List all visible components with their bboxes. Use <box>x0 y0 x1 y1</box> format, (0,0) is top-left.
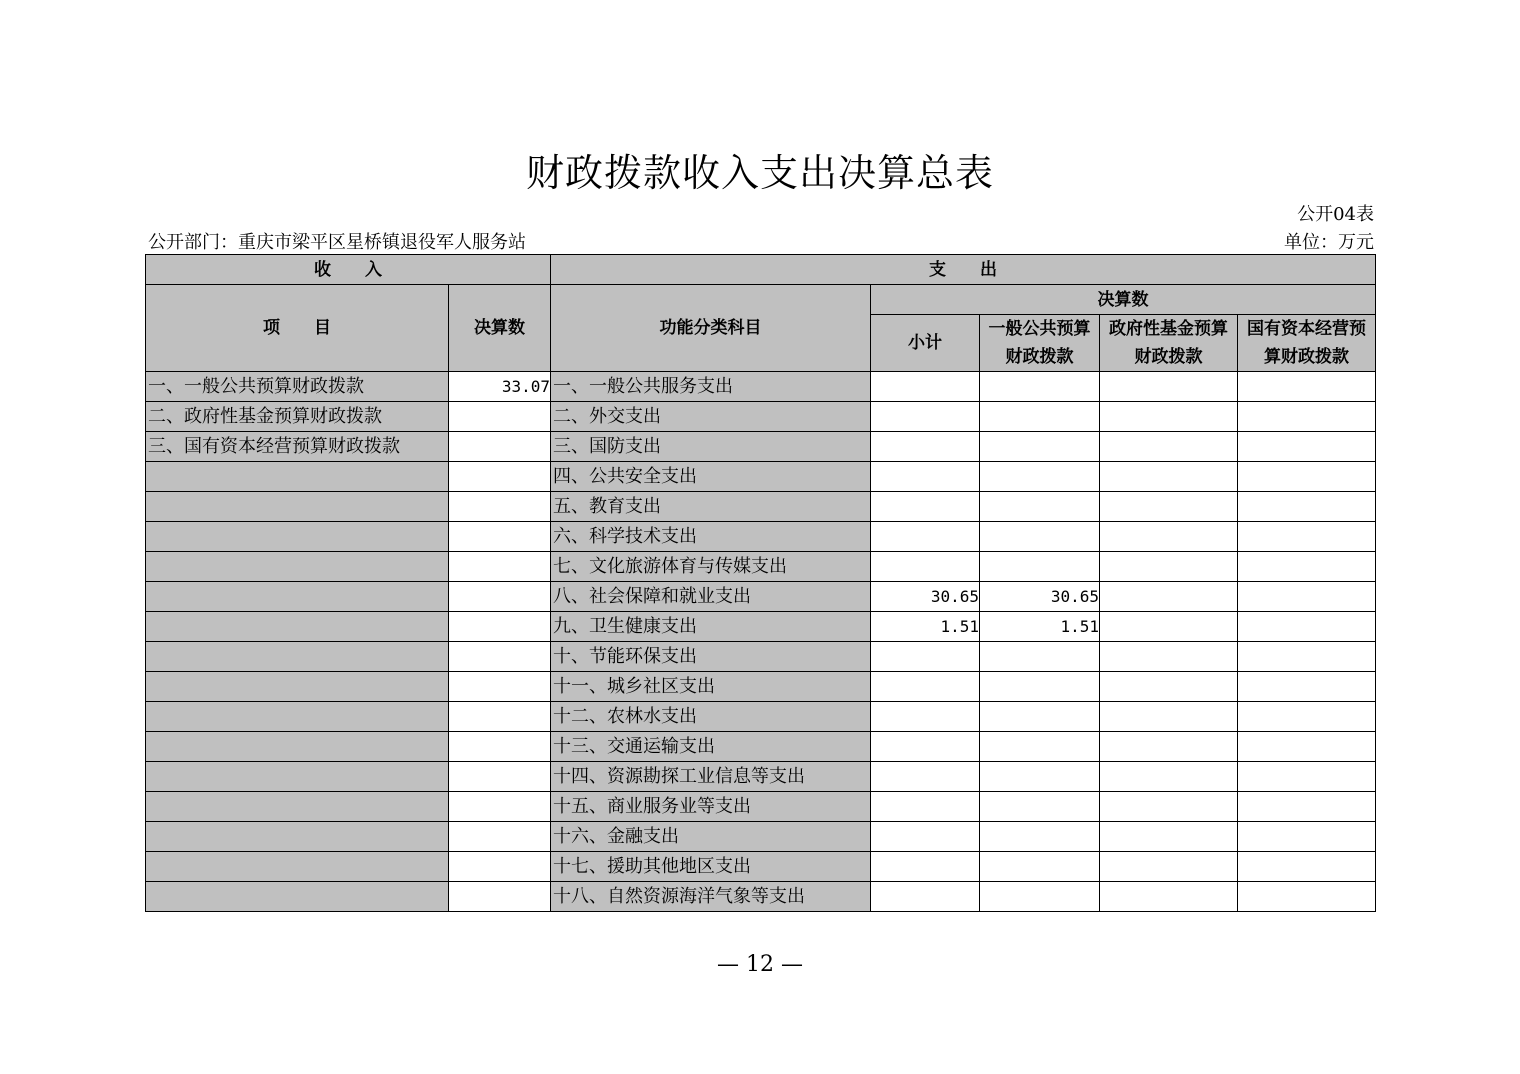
income-amount-cell <box>449 882 551 912</box>
gov-fund-cell <box>1100 462 1238 492</box>
page-title: 财政拨款收入支出决算总表 <box>525 151 994 195</box>
general-budget-cell: 30.65 <box>980 582 1100 612</box>
subtotal-cell <box>871 762 980 792</box>
general-budget-cell <box>980 432 1100 462</box>
gov-fund-cell <box>1100 642 1238 672</box>
general-budget-cell: 1.51 <box>980 612 1100 642</box>
gov-fund-cell <box>1100 702 1238 732</box>
subtotal-cell <box>871 732 980 762</box>
expense-item-cell: 十二、农林水支出 <box>551 702 871 732</box>
income-amount-cell <box>449 492 551 522</box>
subtotal-cell <box>871 642 980 672</box>
general-budget-cell <box>980 792 1100 822</box>
subtotal-cell <box>871 402 980 432</box>
income-item-cell <box>146 732 449 762</box>
general-budget-cell <box>980 672 1100 702</box>
table-row <box>146 762 1376 792</box>
gov-fund-cell <box>1100 852 1238 882</box>
income-item-cell <box>146 882 449 912</box>
state-capital-cell <box>1238 852 1376 882</box>
table-row <box>146 462 1376 492</box>
function-category-header: 功能分类科目 <box>551 285 871 372</box>
table-row <box>146 882 1376 912</box>
expense-item-cell: 九、卫生健康支出 <box>551 612 871 642</box>
general-budget-cell <box>980 522 1100 552</box>
subtotal-cell <box>871 462 980 492</box>
gov-fund-cell <box>1100 402 1238 432</box>
state-capital-cell <box>1238 762 1376 792</box>
income-amount-cell <box>449 432 551 462</box>
unit-label: 单位：万元 <box>1284 232 1374 253</box>
subtotal-cell <box>871 882 980 912</box>
expense-item-cell: 三、国防支出 <box>551 432 871 462</box>
state-capital-cell <box>1238 612 1376 642</box>
general-budget-header: 一般公共预算财政拨款 <box>980 315 1100 372</box>
subtotal-cell <box>871 702 980 732</box>
income-amount-cell <box>449 672 551 702</box>
general-budget-cell <box>980 732 1100 762</box>
state-capital-cell <box>1238 792 1376 822</box>
state-capital-cell <box>1238 582 1376 612</box>
income-amount-cell <box>449 642 551 672</box>
income-amount-header: 决算数 <box>449 285 551 372</box>
state-capital-cell <box>1238 432 1376 462</box>
expense-item-cell: 八、社会保障和就业支出 <box>551 582 871 612</box>
table-row <box>146 372 1376 402</box>
income-item-cell <box>146 762 449 792</box>
expense-item-cell: 一、一般公共服务支出 <box>551 372 871 402</box>
table-row <box>146 552 1376 582</box>
subtotal-cell <box>871 792 980 822</box>
income-item-cell: 一、一般公共预算财政拨款 <box>146 372 449 402</box>
subtotal-cell <box>871 492 980 522</box>
income-item-cell <box>146 522 449 552</box>
gov-fund-cell <box>1100 672 1238 702</box>
income-amount-cell <box>449 762 551 792</box>
income-item-cell <box>146 672 449 702</box>
general-budget-cell <box>980 852 1100 882</box>
subtotal-cell <box>871 522 980 552</box>
table-row <box>146 702 1376 732</box>
state-capital-cell <box>1238 402 1376 432</box>
income-amount-cell <box>449 522 551 552</box>
subtotal-cell <box>871 822 980 852</box>
general-budget-cell <box>980 552 1100 582</box>
state-capital-cell <box>1238 492 1376 522</box>
gov-fund-cell <box>1100 552 1238 582</box>
table-row <box>146 612 1376 642</box>
subtotal-cell <box>871 432 980 462</box>
gov-fund-cell <box>1100 882 1238 912</box>
general-budget-cell <box>980 642 1100 672</box>
state-capital-cell <box>1238 672 1376 702</box>
income-amount-cell <box>449 852 551 882</box>
state-capital-header: 国有资本经营预算财政拨款 <box>1238 315 1376 372</box>
general-budget-cell <box>980 882 1100 912</box>
gov-fund-cell <box>1100 792 1238 822</box>
table-row <box>146 492 1376 522</box>
table-row <box>146 432 1376 462</box>
expense-item-cell: 十三、交通运输支出 <box>551 732 871 762</box>
state-capital-cell <box>1238 642 1376 672</box>
expense-item-cell: 七、文化旅游体育与传媒支出 <box>551 552 871 582</box>
state-capital-cell <box>1238 522 1376 552</box>
income-item-cell: 三、国有资本经营预算财政拨款 <box>146 432 449 462</box>
state-capital-cell <box>1238 822 1376 852</box>
income-item-cell <box>146 822 449 852</box>
gov-fund-cell <box>1100 492 1238 522</box>
table-row <box>146 852 1376 882</box>
table-row <box>146 792 1376 822</box>
header-row-2 <box>146 285 1376 315</box>
gov-fund-cell <box>1100 522 1238 552</box>
income-item-cell <box>146 702 449 732</box>
expense-item-cell: 十四、资源勘探工业信息等支出 <box>551 762 871 792</box>
income-item-cell <box>146 582 449 612</box>
subtotal-header: 小计 <box>871 315 980 372</box>
expense-item-cell: 十、节能环保支出 <box>551 642 871 672</box>
income-amount-cell <box>449 612 551 642</box>
gov-fund-header: 政府性基金预算财政拨款 <box>1100 315 1238 372</box>
income-amount-cell <box>449 822 551 852</box>
state-capital-cell <box>1238 732 1376 762</box>
table-row <box>146 672 1376 702</box>
table-row <box>146 642 1376 672</box>
state-capital-cell <box>1238 552 1376 582</box>
final-amount-header: 决算数 <box>871 285 1376 315</box>
gov-fund-cell <box>1100 612 1238 642</box>
income-item-cell: 二、政府性基金预算财政拨款 <box>146 402 449 432</box>
income-amount-cell: 33.07 <box>449 372 551 402</box>
expense-item-cell: 十一、城乡社区支出 <box>551 672 871 702</box>
subtotal-cell <box>871 552 980 582</box>
general-budget-cell <box>980 372 1100 402</box>
header-row-1 <box>146 255 1376 285</box>
table-row <box>146 522 1376 552</box>
state-capital-cell <box>1238 372 1376 402</box>
expense-item-cell: 十七、援助其他地区支出 <box>551 852 871 882</box>
subtotal-cell: 1.51 <box>871 612 980 642</box>
expense-item-cell: 十五、商业服务业等支出 <box>551 792 871 822</box>
page-number: — 12 — <box>717 952 803 977</box>
gov-fund-cell <box>1100 762 1238 792</box>
subtotal-cell: 30.65 <box>871 582 980 612</box>
table-row <box>146 582 1376 612</box>
income-item-cell <box>146 852 449 882</box>
expense-item-cell: 二、外交支出 <box>551 402 871 432</box>
income-item-cell <box>146 612 449 642</box>
income-item-cell <box>146 552 449 582</box>
general-budget-cell <box>980 462 1100 492</box>
subtotal-cell <box>871 372 980 402</box>
income-amount-cell <box>449 552 551 582</box>
general-budget-cell <box>980 822 1100 852</box>
income-item-cell <box>146 792 449 822</box>
gov-fund-cell <box>1100 432 1238 462</box>
state-capital-cell <box>1238 882 1376 912</box>
income-amount-cell <box>449 732 551 762</box>
general-budget-cell <box>980 402 1100 432</box>
expense-item-cell: 五、教育支出 <box>551 492 871 522</box>
table-row <box>146 402 1376 432</box>
expense-header: 支 出 <box>551 255 1376 285</box>
budget-table <box>145 254 1376 912</box>
subtotal-cell <box>871 672 980 702</box>
state-capital-cell <box>1238 702 1376 732</box>
state-capital-cell <box>1238 462 1376 492</box>
expense-item-cell: 十八、自然资源海洋气象等支出 <box>551 882 871 912</box>
subtotal-cell <box>871 852 980 882</box>
gov-fund-cell <box>1100 732 1238 762</box>
income-item-cell <box>146 462 449 492</box>
gov-fund-cell <box>1100 822 1238 852</box>
gov-fund-cell <box>1100 582 1238 612</box>
income-amount-cell <box>449 582 551 612</box>
table-number: 公开04表 <box>1297 204 1374 225</box>
income-amount-cell <box>449 702 551 732</box>
table-row <box>146 732 1376 762</box>
general-budget-cell <box>980 492 1100 522</box>
expense-item-cell: 十六、金融支出 <box>551 822 871 852</box>
income-amount-cell <box>449 792 551 822</box>
gov-fund-cell <box>1100 372 1238 402</box>
income-amount-cell <box>449 402 551 432</box>
table-row <box>146 822 1376 852</box>
income-item-cell <box>146 492 449 522</box>
general-budget-cell <box>980 702 1100 732</box>
item-header: 项 目 <box>146 285 449 372</box>
expense-item-cell: 六、科学技术支出 <box>551 522 871 552</box>
income-item-cell <box>146 642 449 672</box>
income-amount-cell <box>449 462 551 492</box>
general-budget-cell <box>980 762 1100 792</box>
department-label: 公开部门：重庆市梁平区星桥镇退役军人服务站 <box>148 232 526 253</box>
income-header: 收 入 <box>146 255 551 285</box>
expense-item-cell: 四、公共安全支出 <box>551 462 871 492</box>
